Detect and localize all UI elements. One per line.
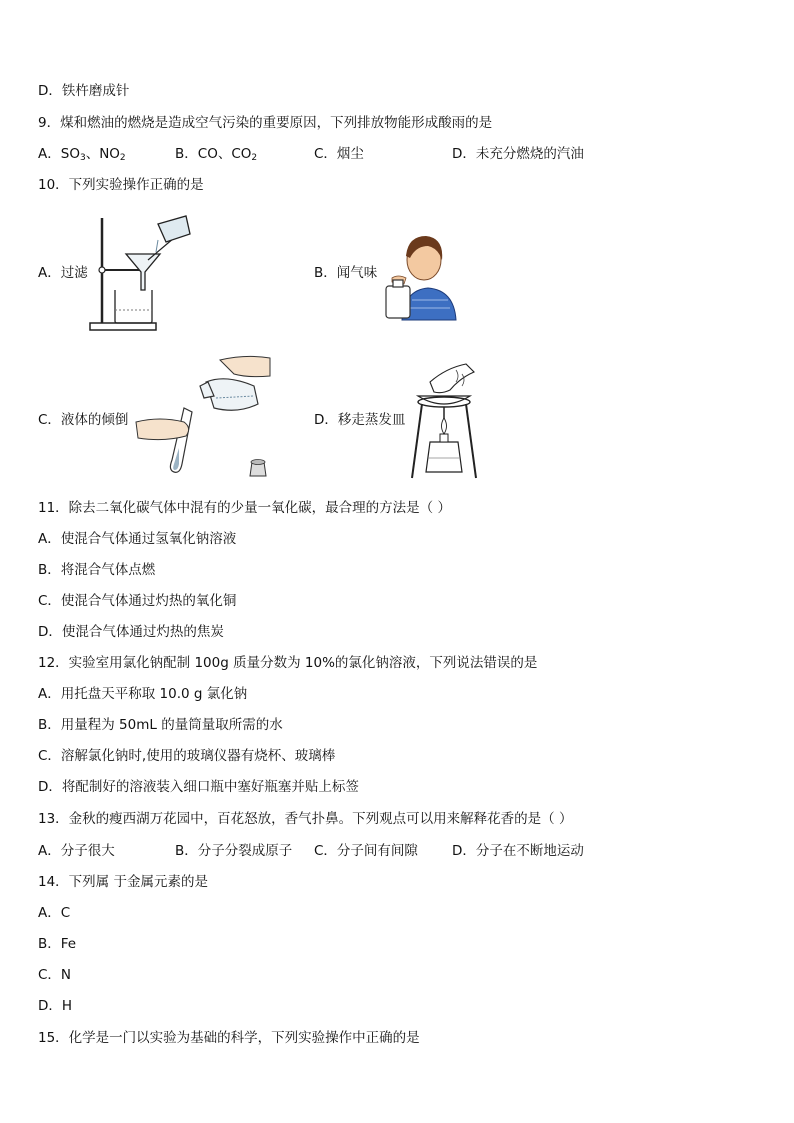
- q11-option-d: D．使混合气体通过灼热的焦炭: [38, 624, 224, 640]
- q12-option-a: A．用托盘天平称取 10.0 g 氯化钠: [38, 686, 248, 702]
- q9-stem: 9．煤和燃油的燃烧是造成空气污染的重要原因，下列排放物能形成酸雨的是: [38, 115, 493, 131]
- q12-option-b: B．用量程为 50mL 的量筒量取所需的水: [38, 717, 283, 733]
- q9-option-b: B．CO、$CO_2$: [175, 146, 258, 163]
- q11-option-b: B．将混合气体点燃: [38, 562, 156, 578]
- q13-option-a: A．分子很大: [38, 843, 115, 859]
- q14-option-b: B．Fe: [38, 936, 77, 952]
- smelling-gas-figure: [384, 228, 459, 323]
- q13-option-c: C．分子间有间隙: [314, 843, 418, 859]
- q12-option-c: C．溶解氯化钠时,使用的玻璃仪器有烧杯、玻璃棒: [38, 748, 336, 764]
- q12-option-d: D．将配制好的溶液装入细口瓶中塞好瓶塞并贴上标签: [38, 779, 359, 795]
- q14-stem: 14．下列属 于金属元素的是: [38, 874, 208, 890]
- q11-option-a: A．使混合气体通过氢氧化钠溶液: [38, 531, 237, 547]
- q12-stem: 12．实验室用氯化钠配制 100g 质量分数为 10%的氯化钠溶液，下列说法错误的是: [38, 655, 538, 671]
- q13-option-d: D．分子在不断地运动: [452, 843, 584, 859]
- q8-option-d: D．铁杵磨成针: [38, 83, 130, 99]
- filtration-apparatus-figure: [88, 210, 193, 335]
- q14-option-a: A．C: [38, 905, 71, 921]
- q10-option-c: C．液体的倾倒: [38, 412, 129, 428]
- q9-option-c: C．烟尘: [314, 146, 364, 162]
- q10-stem: 10．下列实验操作正确的是: [38, 177, 204, 193]
- q11-stem: 11．除去二氧化碳气体中混有的少量一氧化碳，最合理的方法是（ ）: [38, 500, 451, 516]
- q10-option-a: A．过滤: [38, 265, 88, 281]
- q13-stem: 13．金秋的瘦西湖万花园中，百花怒放，香气扑鼻。下列观点可以用来解释花香的是（ ）: [38, 811, 573, 827]
- pouring-liquid-figure: [134, 352, 274, 480]
- evaporating-dish-figure: [406, 362, 482, 480]
- q10-option-d: D．移走蒸发皿: [314, 412, 406, 428]
- q14-option-d: D．H: [38, 998, 73, 1014]
- q15-stem: 15．化学是一门以实验为基础的科学，下列实验操作中正确的是: [38, 1030, 420, 1046]
- q14-option-c: C．N: [38, 967, 72, 983]
- q9-option-a: A．$SO_3$、$NO_2$: [38, 146, 126, 163]
- q11-option-c: C．使混合气体通过灼热的氧化铜: [38, 593, 237, 609]
- q13-option-b: B．分子分裂成原子: [175, 843, 293, 859]
- q10-option-b: B．闻气味: [314, 265, 378, 281]
- q9-option-d: D．未充分燃烧的汽油: [452, 146, 584, 162]
